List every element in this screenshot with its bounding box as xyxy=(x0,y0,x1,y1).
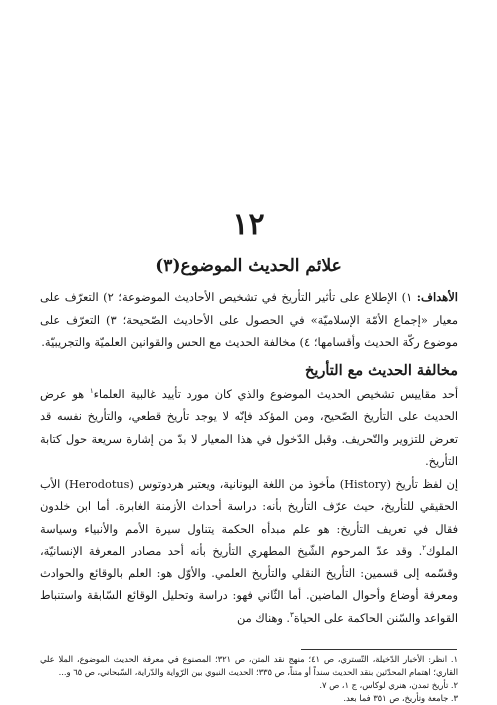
footnote-3: ٣. جامعة وتأريخ، ص ٣٥١ فما بعد. xyxy=(343,693,458,703)
footnote-divider xyxy=(301,649,457,650)
body-paragraph-2 xyxy=(40,474,458,630)
paragraph-text: . وهناك من xyxy=(236,611,290,625)
footnotes xyxy=(40,653,458,705)
paragraph-text: أحد مقاييس تشخيص الحديث الموضوع والذي كان مورد تأييد غالبية العلماء xyxy=(93,388,458,401)
objectives-paragraph xyxy=(40,286,458,354)
footnote-marker-3: ٣ xyxy=(289,611,294,620)
footnote-1: ١. انظر: الأخبار الدّخيلة، التّستري، ص ٤١؛ منهج نقد المتن، ص ٣٢١؛ المصنوع في معرفة الحديث الموضوع، الملا علي القاري؛ اهتمام المحدّثين بنقد الحديث سنداً أو متناً، ص ٣٣٥؛ الحديث النبوي بين الرّواية والدّراية، السّبحاني، ص ٦٥ و... xyxy=(40,654,458,677)
chapter-number: ١٢ xyxy=(232,207,265,242)
objectives-text: ١) الإطلاع على تأثير التأريخ في تشخيص الأحاديث الموضوعة؛ ٢) التعرّف على معيار «إجماع الأمّة الإسلاميّة» في الحصول على الأحاديث الصّحيحة؛ ٣) التعرّف على موضوع ركّة الحديث وأقسامها؛ ٤) مخالفة الحديث مع الحس والقوانين العلميّة والتجريبيّة. xyxy=(40,290,458,349)
footnote-marker-1: ١ xyxy=(89,387,94,396)
paragraph-text: هو عرض الحديث على التأريخ الصّحيح، ومن المؤكد فإنّه لا يوجد تأريخ قطعي، والتأريخ نفسه قد تعرض للتزوير والتّحريف. وقبل الدّخول في هذا المعيار لا بدّ من إشارة سريعة حول كتابة التأريخ. xyxy=(40,388,458,468)
footnote-2: ٢. تأريخ تمدن، هنري لوكاس، ج ١، ص ٧. xyxy=(319,680,458,690)
objectives-label: الأهداف: xyxy=(416,290,458,304)
paragraph-text: . وقد عدّ المرحوم الشّيخ المطهري التأريخ بأنه أحد مصادر المعرفة الإنسانيّة، وقسّمه إلى قسمين: التأريخ النقلي والتأريخ العلمي. والأوّل هو: العلم بالوقائع والحوادث ومعرفة أوضاع وأحوال الماضين. أما الثّاني فهو: دراسة وتحليل الوقائع السّابقة واستنباط القواعد والسّنن الحاكمة على الحياة xyxy=(40,544,458,625)
section-heading: مخالفة الحديث مع التأريخ xyxy=(304,362,458,379)
footnote-marker-2: ٢ xyxy=(422,544,426,553)
chapter-title: علائم الحديث الموضوع(٣) xyxy=(155,256,342,276)
paragraph-text: إن لفظ تأريخ (History) مأخوذ من اللغة اليونانية، ويعتبر هردوتوس (Herodotus) الأب الحقيقي للتأريخ، حيث عرّف التأريخ بأنه: دراسة أحداث الأزمنة الغابرة. أما ابن خلدون فقال في تعريف التأريخ: هو علم مبدأه الحكمة يتناول سيرة الأمم والأنبياء وسياسة الملوك xyxy=(40,478,458,558)
body-paragraph-1 xyxy=(40,384,458,473)
